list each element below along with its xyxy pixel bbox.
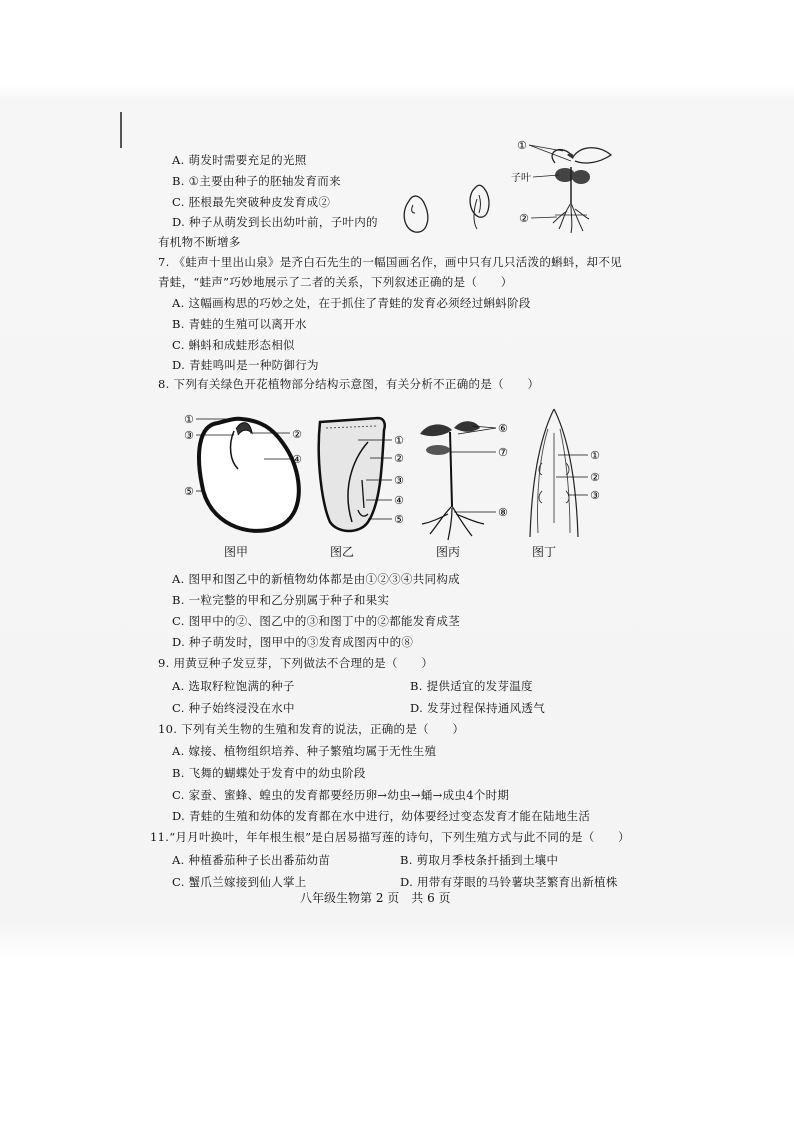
q6-option-b: B. ①主要由种子的胚轴发育而来: [172, 174, 341, 188]
q11-option-d: D. 用带有芽眼的马铃薯块茎繁育出新植株: [400, 875, 618, 889]
page-footer: 八年级生物第 2 页 共 6 页: [300, 891, 451, 905]
jia-label-3: ③: [184, 429, 194, 442]
figure-yi-corn-kernel: [312, 410, 416, 540]
q7-option-d: D. 青蛙鸣叫是一种防御行为: [172, 358, 319, 372]
q6-option-a: A. 萌发时需要充足的光照: [172, 153, 307, 167]
q9-option-d: D. 发芽过程保持通风透气: [410, 701, 546, 715]
q8-option-a: A. 图甲和图乙中的新植物幼体都是由①②③④共同构成: [172, 572, 460, 586]
q6-option-c: C. 胚根最先突破种皮发育成②: [172, 195, 331, 209]
yi-label-1: ①: [394, 434, 404, 447]
fig6-label-1: ①: [517, 139, 527, 152]
germination-stage-root: [470, 185, 489, 229]
q7-option-b: B. 青蛙的生殖可以离开水: [172, 317, 307, 331]
bing-label-6: ⑥: [498, 422, 508, 435]
q7-stem-line1: 7. 《蛙声十里出山泉》是齐白石先生的一幅国画名作，画中只有几只活泼的蝌蚪，却不见: [158, 255, 622, 269]
q10-stem: 10. 下列有关生物的生殖和发育的说法，正确的是（ ）: [158, 722, 465, 736]
jia-label-2: ②: [292, 428, 302, 441]
jia-label-1: ①: [184, 413, 194, 426]
q6-option-d-line1: D. 种子从萌发到长出幼叶前，子叶内的: [172, 215, 378, 229]
q11-option-b: B. 剪取月季枝条扦插到土壤中: [400, 853, 559, 867]
germination-stage-seedling: [552, 148, 611, 233]
q10-option-b: B. 飞舞的蝴蝶处于发育中的幼虫阶段: [172, 766, 366, 780]
yi-label-4: ④: [394, 494, 404, 507]
q8-stem: 8. 下列有关绿色开花植物部分结构示意图，有关分析不正确的是（ ）: [158, 377, 540, 391]
q11-option-c: C. 蟹爪兰嫁接到仙人掌上: [172, 875, 307, 889]
figure-jia-bean-seed: [178, 405, 318, 545]
yi-label-2: ②: [394, 452, 404, 465]
caption-bing: 图丙: [436, 545, 461, 559]
q9-option-c: C. 种子始终浸没在水中: [172, 701, 295, 715]
q9-stem: 9. 用黄豆种子发豆芽，下列做法不合理的是（ ）: [158, 656, 434, 670]
q9-option-a: A. 选取籽粒饱满的种子: [172, 679, 295, 693]
bing-label-8: ⑧: [498, 506, 508, 519]
yi-label-5: ⑤: [394, 513, 404, 526]
yi-label-3: ③: [394, 474, 404, 487]
seed-germination-figure: [395, 133, 625, 238]
q8-option-d: D. 种子萌发时，图甲中的③发育成图丙中的⑧: [172, 635, 414, 649]
ding-label-2: ②: [590, 471, 600, 484]
q6-option-d-line2: 有机物不断增多: [158, 235, 241, 249]
q10-option-d: D. 青蛙的生殖和幼体的发育都在水中进行，幼体要经过变态发育才能在陆地生活: [172, 809, 591, 823]
caption-yi: 图乙: [330, 545, 355, 559]
ding-label-3: ③: [590, 489, 600, 502]
q7-option-c: C. 蝌蚪和成蛙形态相似: [172, 338, 295, 352]
q11-stem: 11.“月月叶换叶，年年根生根”是白居易描写莲的诗句，下列生殖方式与此不同的是（ ）: [150, 830, 630, 844]
jia-label-5: ⑤: [184, 485, 194, 498]
q11-option-a: A. 种植番茄种子长出番茄幼苗: [172, 853, 331, 867]
jia-label-4: ④: [292, 453, 302, 466]
q8-option-b: B. 一粒完整的甲和乙分别属于种子和果实: [172, 593, 390, 607]
q7-option-a: A. 这幅画构思的巧妙之处，在于抓住了青蛙的发育必须经过蝌蚪阶段: [172, 296, 531, 310]
caption-ding: 图丁: [532, 545, 557, 559]
figure-bing-seedling: [414, 414, 526, 542]
caption-jia: 图甲: [224, 545, 249, 559]
q10-option-a: A. 嫁接、植物组织培养、种子繁殖均属于无性生殖: [172, 744, 437, 758]
q9-option-b: B. 提供适宜的发芽温度: [410, 679, 533, 693]
bing-label-7: ⑦: [498, 446, 508, 459]
figure-ding-bud-section: [518, 403, 608, 541]
germination-stage-seed: [404, 196, 428, 232]
fig6-label-2: ②: [519, 212, 529, 225]
fig6-label-ziye: 子叶: [511, 173, 531, 184]
q8-option-c: C. 图甲中的②、图乙中的③和图丁中的②都能发育成茎: [172, 614, 460, 628]
q10-option-c: C. 家蚕、蜜蜂、蝗虫的发育都要经历卵→幼虫→蛹→成虫4个时期: [172, 788, 510, 802]
q7-stem-line2: 青蛙，“蛙声”巧妙地展示了二者的关系，下列叙述正确的是（ ）: [158, 275, 513, 289]
ding-label-1: ①: [590, 449, 600, 462]
scan-artifact-line: [120, 112, 122, 148]
